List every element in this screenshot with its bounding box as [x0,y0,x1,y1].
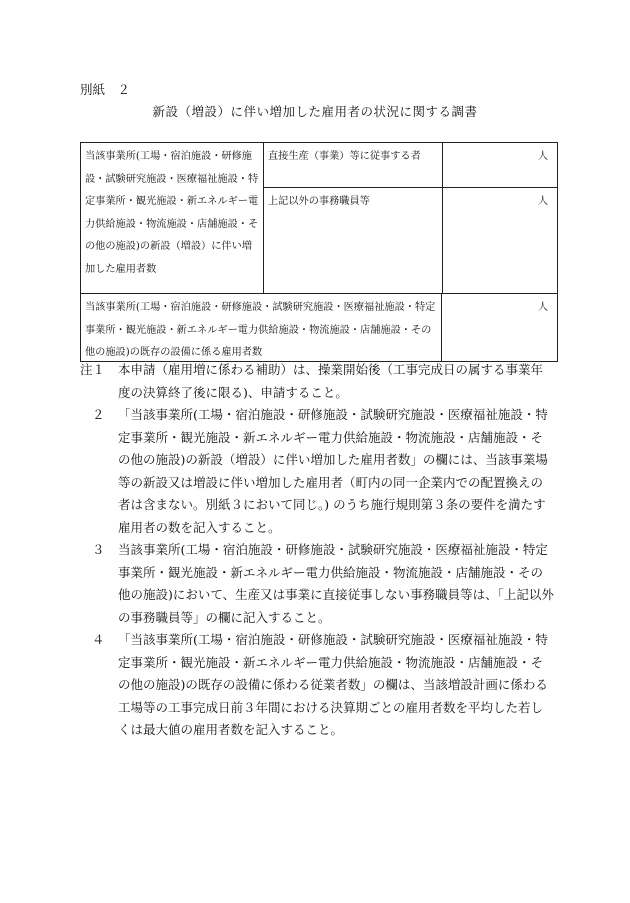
other-staff-unit[interactable]: 人 [537,196,548,207]
new-employees-label: 当該事業所(工場・宿泊施設・研修施設・試験研究施設・医療福祉施設・特定事業所・観光施設・新エネルギー電力供給施設・物流施設・店舗施設・その他の施設)の新設（増設）に伴い増加した雇用者数 [85,151,259,275]
direct-production-label: 直接生産（事業）等に従事する者 [264,143,443,187]
note-item [80,359,555,404]
existing-employees-unit: 人 [537,302,548,313]
note-text: 当該事業所(工場・宿泊施設・研修施設・試験研究施設・医療福祉施設・特定事業所・観光施設・新エネルギー電力供給施設・物流施設・店舗施設・その他の施設)において、生産又は事業に直接従事しない事務職員等は、「上記以外の事務職員等」の欄に記入すること。 [118,542,554,625]
existing-employees-value-cell[interactable] [442,294,558,362]
note-item [80,539,555,629]
breakdown-cell [264,143,558,294]
employment-table [80,142,558,362]
new-employees-label-cell [81,143,264,294]
note-number: ２ [92,407,105,422]
document-title: 新設（増設）に伴い増加した雇用者の状況に関する調書 [152,104,478,119]
note-item [80,404,555,539]
notes-section [80,359,555,742]
existing-employees-label-cell [81,294,442,362]
attachment-label: 別紙 ２ [80,82,131,97]
note-item [80,629,555,742]
existing-employees-label: 当該事業所(工場・宿泊施設・研修施設・試験研究施設・医療福祉施設・特定事業所・観光施設・新エネルギー電力供給施設・物流施設・店舗施設・その他の施設)の既存の設備に係る雇用者数 [85,302,436,358]
note-number: ３ [92,542,105,557]
note-text: 本申請（雇用増に係わる補助）は、操業開始後（工事完成日の属する事業年度の決算終了後に限る)、申請すること。 [118,362,544,400]
direct-production-unit[interactable]: 人 [537,151,548,162]
note-number: ４ [92,632,105,647]
note-text: 「当該事業所(工場・宿泊施設・研修施設・試験研究施設・医療福祉施設・特定事業所・観光施設・新エネルギー電力供給施設・物流施設・店舗施設・その他の施設)の既存の設備に係わる従業者数」の欄は、当該増設計画に係わる工場等の工事完成日前３年間における決算期ごとの雇用者数を平均した若しくは最大値の雇用者数を記入すること。 [118,632,548,737]
other-staff-label: 上記以外の事務職員等 [264,188,443,293]
note-number: 注１ [80,362,106,377]
note-text: 「当該事業所(工場・宿泊施設・研修施設・試験研究施設・医療福祉施設・特定事業所・観光施設・新エネルギー電力供給施設・物流施設・店舗施設・その他の施設)の新設（増設）に伴い増加した雇用者数」の欄には、当該事業場等の新設又は増設に伴い増加した雇用者（町内の同一企業内での配置換えの者は含まない。別紙３において同じ。) のうち施行規則第３条の要件を満たす雇用者の数を記入すること。 [118,407,548,535]
